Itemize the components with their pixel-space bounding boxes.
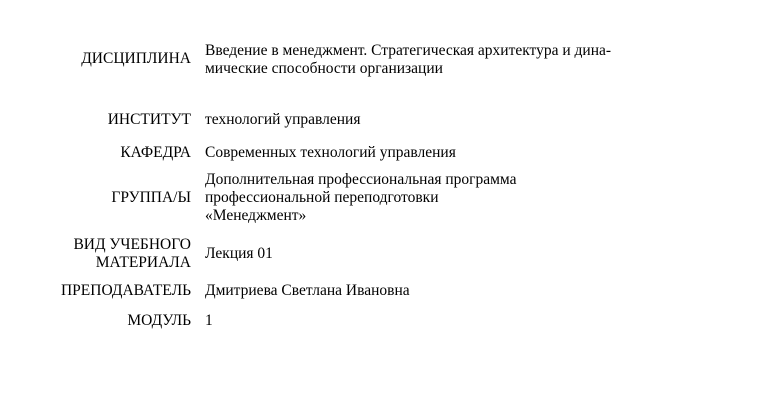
- institute-label: ИНСТИТУТ: [107, 111, 191, 128]
- group-label: ГРУППА/Ы: [111, 189, 191, 206]
- department-value: [205, 144, 705, 162]
- department-label: КАФЕДРА: [120, 144, 191, 161]
- teacher-label: ПРЕПОДАВАТЕЛЬ: [60, 282, 191, 299]
- material-type-value-line: Лекция 01: [205, 245, 273, 262]
- teacher-value-line: Дмитриева Светлана Ивановна: [205, 282, 410, 299]
- discipline-value: [205, 30, 705, 78]
- teacher-row: [0, 276, 768, 306]
- institute-value-line: технологий управления: [205, 111, 361, 128]
- department-value-line: Современных технологий управления: [205, 144, 456, 161]
- discipline-value-line: Введение в менеджмент. Стратегическая архитектура и дина-: [205, 42, 612, 59]
- material-type-label: [0, 236, 205, 272]
- discipline-label: ДИСЦИПЛИНА: [81, 50, 191, 67]
- group-value: [205, 171, 705, 225]
- group-row: [0, 164, 768, 232]
- module-value-line: 1: [205, 312, 213, 329]
- course-info-table: [0, 30, 768, 336]
- group-value-line: профессиональной переподготовки: [205, 189, 439, 206]
- material-type-label-line: МАТЕРИАЛА: [95, 254, 191, 271]
- material-type-row: [0, 232, 768, 276]
- discipline-value-line: мические способности организации: [205, 60, 443, 77]
- material-type-label-line: ВИД УЧЕБНОГО: [73, 236, 191, 253]
- institute-row: [0, 98, 768, 142]
- teacher-value: [205, 282, 705, 300]
- material-type-value: [205, 245, 705, 263]
- module-row: [0, 306, 768, 336]
- group-value-line: Дополнительная профессиональная программа: [205, 171, 517, 188]
- module-label: МОДУЛЬ: [127, 312, 191, 329]
- module-value: [205, 312, 705, 330]
- group-value-line: «Менеджмент»: [205, 207, 307, 224]
- department-row: [0, 142, 768, 164]
- discipline-row: [0, 30, 768, 98]
- institute-value: [205, 111, 705, 129]
